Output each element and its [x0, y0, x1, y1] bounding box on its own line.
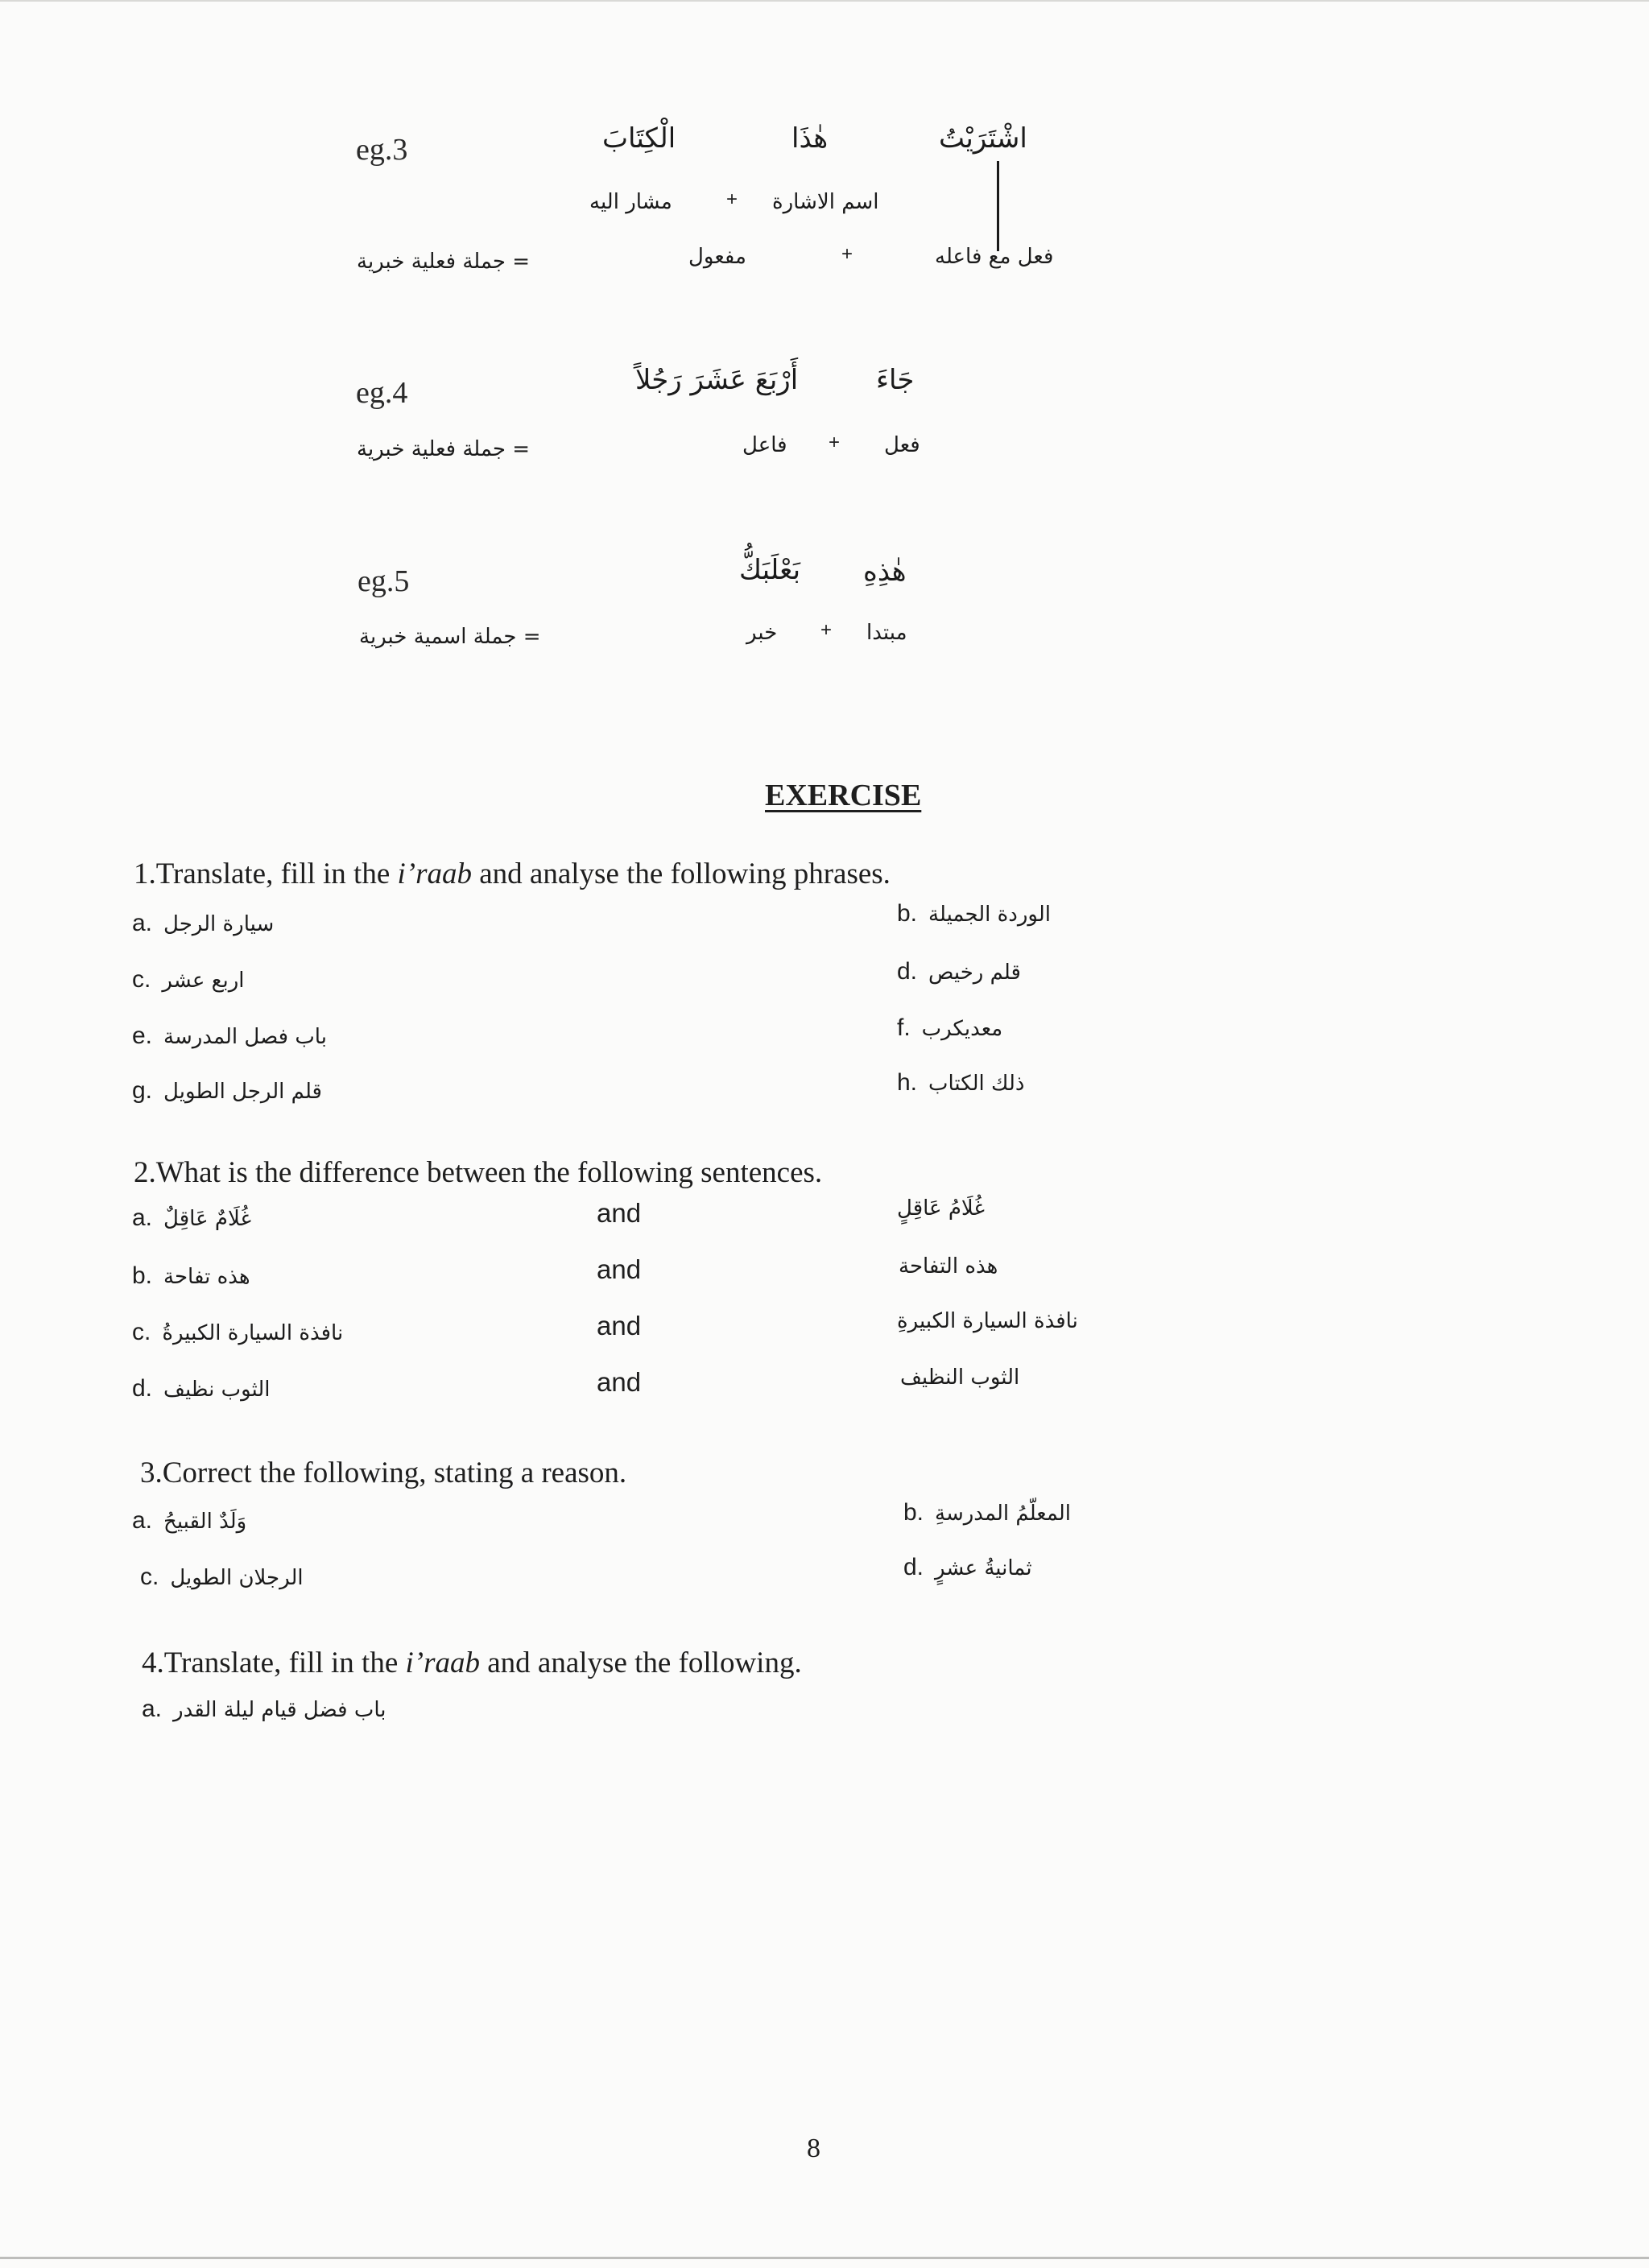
item-letter: c.	[132, 1319, 151, 1345]
analysis-part: خبر	[746, 621, 778, 645]
item-letter: a.	[132, 1507, 153, 1534]
q1-item	[132, 1022, 327, 1050]
arabic-word: هٰذَا	[791, 122, 829, 155]
example-label: eg.3	[356, 133, 408, 167]
item-arabic: ذلك الكتاب	[928, 1072, 1025, 1096]
and-word: and	[597, 1198, 642, 1228]
q2-row	[132, 1319, 343, 1346]
example-label: eg.4	[356, 376, 408, 410]
sentence-left: الثوب نظيف	[163, 1378, 271, 1402]
sentence-left: نافذة السيارة الكبيرةُ	[162, 1321, 344, 1345]
item-arabic: قلم رخيص	[928, 960, 1021, 985]
and-word: and	[597, 1367, 642, 1397]
item-letter: a.	[132, 1204, 153, 1231]
q3-item	[140, 1564, 304, 1591]
item-letter: e.	[132, 1022, 153, 1049]
question-2-text: 2.What is the difference between the following sentences.	[134, 1156, 823, 1189]
question-1-prefix: 1.Translate, fill in the	[134, 857, 398, 890]
q1-item	[897, 958, 1021, 985]
question-4-text	[142, 1646, 802, 1680]
analysis-result: = جملة اسمية خبرية	[359, 625, 541, 649]
sentence-right: هذه التفاحة	[899, 1254, 998, 1279]
question-1-text	[134, 857, 891, 891]
q2-row	[132, 1375, 271, 1403]
q1-item	[132, 910, 274, 937]
and-word: and	[597, 1311, 642, 1341]
item-letter: f.	[897, 1014, 911, 1041]
q4-item	[142, 1696, 386, 1723]
arabic-word: اشْتَرَيْتُ	[939, 122, 1027, 155]
analysis-part: مبتدا	[866, 621, 907, 645]
q1-item	[132, 966, 245, 994]
q2-row	[132, 1262, 250, 1290]
example-label: eg.5	[357, 564, 410, 598]
sub-analysis-left: مشار اليه	[589, 190, 672, 214]
plus-sign: +	[820, 619, 833, 641]
arabic-word: بَعْلَبَكُّ	[739, 554, 801, 586]
item-arabic: الرجلان الطويل	[170, 1566, 304, 1590]
item-letter: g.	[132, 1077, 153, 1104]
q3-item	[903, 1554, 1032, 1581]
item-letter: d.	[132, 1375, 153, 1402]
arabic-word: هٰذِهِ	[863, 556, 907, 588]
arabic-word: جَاءَ	[876, 364, 915, 396]
analysis-part: فعل	[884, 433, 920, 457]
item-arabic: المعلّمُ المدرسةِ	[935, 1502, 1072, 1526]
item-letter: a.	[142, 1696, 163, 1722]
question-4-prefix: 4.Translate, fill in the	[142, 1646, 406, 1679]
sentence-left: هذه تفاحة	[163, 1265, 250, 1289]
item-letter: a.	[132, 910, 153, 936]
item-letter: d.	[903, 1554, 924, 1580]
question-1-term: i’raab	[397, 857, 472, 890]
item-arabic: الوردة الجميلة	[928, 903, 1051, 927]
page-number: 8	[807, 2134, 820, 2163]
sub-analysis-right: اسم الاشارة	[772, 190, 879, 214]
item-arabic: سيارة الرجل	[163, 912, 275, 936]
q3-item	[132, 1507, 246, 1535]
item-letter: b.	[903, 1499, 924, 1526]
item-arabic: اربع عشر	[162, 969, 245, 993]
question-1-suffix: and analyse the following phrases.	[472, 857, 891, 890]
item-letter: c.	[132, 966, 151, 993]
scan-bottom-edge	[0, 2257, 1649, 2259]
plus-sign: +	[829, 432, 841, 453]
analysis-part: فعل مع فاعله	[935, 245, 1054, 269]
exercise-title: EXERCISE	[765, 779, 922, 812]
sentence-right: غُلَامُ عَاقِلٍ	[897, 1196, 986, 1221]
q1-item	[897, 1069, 1024, 1097]
item-letter: h.	[897, 1069, 918, 1096]
q1-item	[897, 1014, 1002, 1042]
question-3-text: 3.Correct the following, stating a reason.	[140, 1456, 627, 1489]
question-4-term: i’raab	[405, 1646, 480, 1679]
q1-item	[132, 1077, 322, 1105]
item-letter: b.	[897, 900, 918, 927]
item-arabic: ثمانيةُ عشرٍ	[935, 1556, 1032, 1580]
arabic-word: الْكِتَابَ	[602, 122, 676, 155]
item-letter: b.	[132, 1262, 153, 1289]
item-arabic: وَلَدٌ القبيحُ	[163, 1510, 247, 1534]
item-arabic: باب فصل المدرسة	[163, 1025, 327, 1049]
question-4-suffix: and analyse the following.	[480, 1646, 802, 1679]
arabic-word: أَرْبَعَ عَشَرَ رَجُلاً	[635, 364, 799, 396]
analysis-result: = جملة فعلية خبرية	[357, 437, 531, 461]
plus-sign: +	[726, 188, 738, 210]
analysis-connector-line	[997, 161, 999, 251]
analysis-result: = جملة فعلية خبرية	[357, 250, 531, 274]
scan-top-edge	[0, 0, 1649, 2]
sentence-right: الثوب النظيف	[900, 1365, 1020, 1390]
and-word: and	[597, 1254, 642, 1284]
item-letter: d.	[897, 958, 918, 985]
item-arabic: معديكرب	[921, 1017, 1003, 1041]
analysis-part: فاعل	[742, 433, 787, 457]
q2-row	[132, 1204, 251, 1232]
q1-item	[897, 900, 1051, 927]
analysis-part: مفعول	[688, 245, 746, 269]
sentence-right: نافذة السيارة الكبيرةِ	[897, 1309, 1078, 1333]
item-arabic: باب فضل قيام ليلة القدر	[173, 1698, 386, 1722]
sentence-left: غُلَامٌ عَاقِلٌ	[163, 1207, 252, 1231]
plus-sign: +	[841, 243, 853, 265]
item-letter: c.	[140, 1564, 159, 1590]
q3-item	[903, 1499, 1071, 1526]
item-arabic: قلم الرجل الطويل	[163, 1080, 322, 1104]
